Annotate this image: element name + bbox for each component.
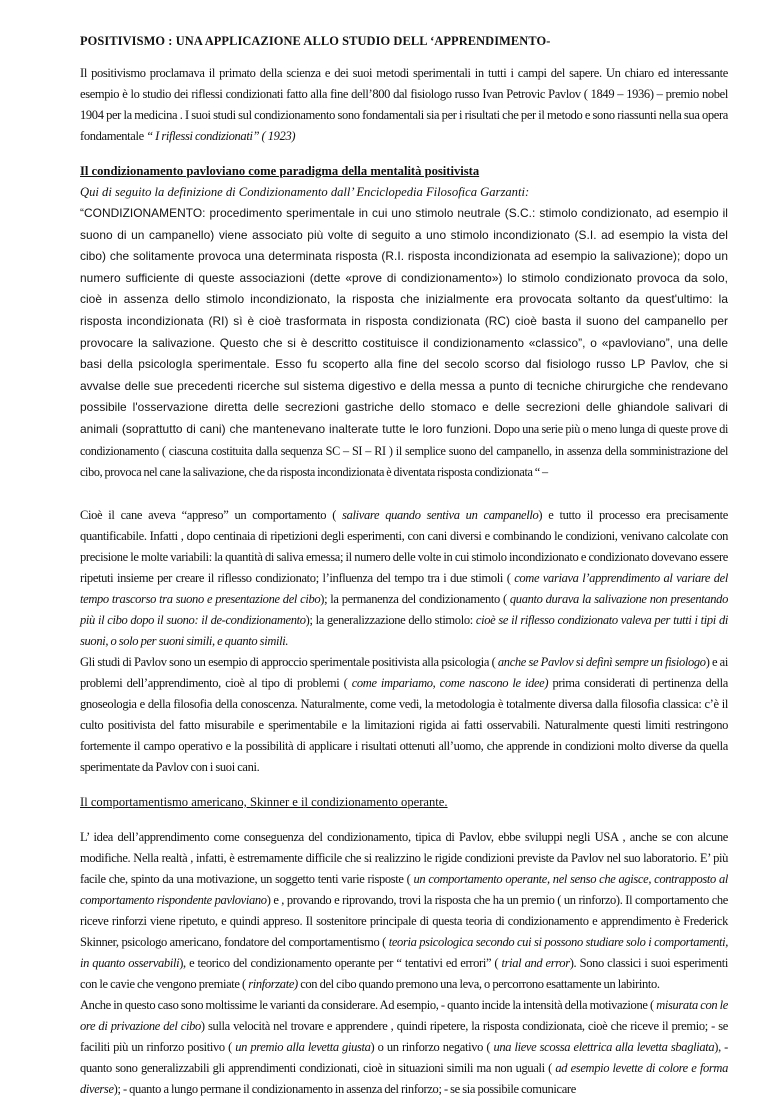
italic-run: rinforzate)	[248, 976, 298, 991]
text-run: Cioè il cane aveva “appreso” un comportamento (	[80, 507, 343, 522]
italic-run: ad esempio levette di colore e forma diverse	[80, 1060, 728, 1096]
text-run: ); la generalizzazione dello stimolo:	[305, 612, 476, 627]
italic-run: misurata con le ore di privazione del cibo	[80, 997, 728, 1033]
text-run: ); la permanenza del condizionamento (	[320, 591, 510, 606]
italic-run: cioè se il riflesso condizionato valeva per tutti i tipi di suoni, o solo per suoni simili, e quanto simili.	[80, 612, 728, 648]
text-run: ) e tutto il processo era precisamente quantificabile. Infatti , dopo centinaia di ripetizioni degli esperimenti, con cani diversi e combinando le condizioni, venivano calcolate con precisione le molte variabili: la quantità di saliva emessa; il numero delle volte in cui stimolo incondizionato e condizionato dovevano essere ripetuti insieme per creare il riflesso condizionato; l’influenza del tempo tra i due stimoli (	[80, 507, 729, 585]
text-run: ) e , provando e riprovando, trovi la risposta che ha un premio ( un rinforzo). Il comportamento che riceve rinforzi viene ripetuto, e quindi appreso. Il sostenitore principale di questa teoria di condizionamento e apprendimento è Frederick Skinner, psicologo americano, fondatore del comportamentismo (	[80, 892, 729, 949]
intro-work-title: “ I riflessi condizionati” ( 1923)	[146, 129, 296, 143]
paragraph-operant-conditioning	[80, 827, 728, 995]
text-run: ) e ai problemi dell’apprendimento, cioè al tipo di problemi (	[80, 654, 728, 690]
text-run: L’ idea dell’apprendimento come conseguenza del condizionamento, tipica di Pavlov, ebbe sviluppi negli USA , anche se con alcune modifiche. Nella realtà , infatti, è estremamente difficile che si realizzino le rigide condizioni previste da Pavlov nel suo laboratorio. E’ più facile che, spinto da una motivazione, un soggetto tenti varie risposte (	[80, 829, 728, 886]
italic-run: un comportamento operante, nel senso che agisce, contrapposto al comportamento rispondente pavloviano	[80, 871, 728, 907]
italic-run: trial and error	[501, 955, 570, 970]
definition-source: Qui di seguito la definizione di Condizionamento dall’ Enciclopedia Filosofica Garzanti:	[80, 185, 530, 199]
text-run: ), e teorico del condizionamento operante per “ tentativi ed errori” (	[179, 955, 502, 970]
italic-run: salivare quando sentiva un campanello	[342, 507, 539, 522]
definition-quote	[80, 203, 728, 484]
definition-quote-text: “CONDIZIONAMENTO: procedimento sperimentale in cui uno stimolo neutrale (S.C.: stimolo condizionato, ad esempio il suono di un campanello) viene associato più volte di seguito a uno stimolo incondizionato (S.I. ad esempio la vista del cibo) che solitamente provoca una determinata risposta (R.I. risposta incondizionata ad esempio la salivazione); dopo un numero sufficiente di queste associazioni (dette «prove di condizionamento») lo stimolo condizionato provoca da solo, cioè in assenza dello stimolo incondizionato, la risposta che inizialmente era provocata soltanto da quest'ultimo: la risposta incondizionata (RI) sì è cioè trasformata in risposta condizionata (RC) cioè basta il suono del campanello per provocare la salivazione. Questo che si è descritto costituisce il condizionamento «classico”, o «pavloviano”, una delle basi della psicologIa sperimentale. Esso fu scoperto alla fine del secolo scorso dal fisiologo russo LP Pavlov, che si avvalse delle sue precedenti ricerche sul sistema digestivo e della messa a punto di tecniche chirurgiche che rendevano possibile l'osservazione diretta delle secrezioni gastriche dello stomaco e delle secrezioni delle ghiandole salivari di animali (soprattutto di cani) che mantenevano inalterate tutte le loro funzioni.	[80, 206, 728, 436]
text-run: ) sulla velocità nel trovare e apprendere , quindi ripetere, la risposta condizionata, cioè che riceve il premio; - se faciliti più un rinforzo positivo (	[80, 1018, 728, 1054]
text-run: Anche in questo caso sono moltissime le varianti da considerare. Ad esempio, - quanto incide la intensità della motivazione (	[80, 997, 657, 1012]
intro-text: Il positivismo proclamava il primato della scienza e dei suoi metodi sperimentali in tutti i campi del sapere. Un chiaro ed interessante esempio è lo studio dei riflessi condizionati fatto alla fine dell’800 dal fisiologo russo Ivan Petrovic Pavlov ( 1849 – 1936) – premio nobel 1904 per la medicina . I suoi studi sul condizionamento sono fondamentali sia per i risultati che per il metodo e sono riassunti nella sua opera fondamentale	[80, 66, 728, 143]
text-run: Gli studi di Pavlov sono un esempio di approccio sperimentale positivista alla psicologia (	[80, 654, 498, 669]
italic-run: come variava l’apprendimento al variare del tempo trascorso tra suono e presentazione del cibo	[80, 570, 728, 606]
text-run: ) o un rinforzo negativo (	[370, 1039, 494, 1054]
spacer	[80, 778, 728, 792]
italic-run: come impariamo, come nascono le idee)	[351, 675, 549, 690]
text-run: ), - quanto sono generalizzabili gli apprendimenti condizionati, cioè in situazioni simili ma non uguali (	[80, 1039, 728, 1075]
text-run: ). Sono classici i suoi esperimenti con le cavie che vengono premiate (	[80, 955, 729, 991]
section-heading-pavlov: Il condizionamento pavloviano come paradigma della mentalità positivista	[80, 164, 480, 178]
paragraph-learning	[80, 505, 728, 652]
paragraph-variants	[80, 995, 728, 1100]
section-heading-skinner: Il comportamentismo americano, Skinner e il condizionamento operante.	[80, 794, 448, 809]
italic-run: un premio alla levetta giusta	[235, 1039, 371, 1054]
spacer	[80, 484, 728, 505]
text-run: prima considerati di pertinenza della gnoseologia e della filosofia della conoscenza. Naturalmente, come vedi, la metodologia è totalmente diversa dalla filosofia classica: c’è il culto positivista del fatto misurabile e sperimentabile e la limitazioni rigida ai fatti osservabili. Naturalmente questi limiti restringono fortemente il campo operativo e la possibilità di applicare i risultati ottenuti all’uomo, che apprende in condizioni molto diverse da quella sperimentate da Pavlov con i suoi cani.	[80, 675, 729, 774]
italic-run: quanto durava la salivazione non presentando più il cibo dopo il suono: il de-condizionamento	[80, 591, 728, 627]
definition-quote-end: Dopo una serie più o meno lunga di queste prove di condizionamento ( ciascuna costituita dalla sequenza SC – SI – RI ) il semplice suono del campanello, in assenza della somministrazione del cibo, provoca nel cane la salivazione, che da risposta incondizionata è diventata risposta condizionata “ –	[80, 421, 728, 480]
spacer	[80, 813, 728, 827]
italic-run: teoria psicologica secondo cui si possono studiare solo i comportamenti, in quanto osservabili	[80, 934, 728, 970]
italic-run: anche se Pavlov si definì sempre un fisiologo	[497, 654, 706, 669]
text-run: con del cibo quando premono una leva, o percorrono esattamente un labirinto.	[297, 976, 660, 991]
document-title: POSITIVISMO : UNA APPLICAZIONE ALLO STUDIO DELL ‘APPRENDIMENTO-	[80, 34, 551, 48]
text-run: ); - quanto a lungo permane il condizionamento in assenza del rinforzo; - se sia possibile comunicare	[113, 1081, 576, 1096]
italic-run: una lieve scossa elettrica alla levetta sbagliata	[493, 1039, 715, 1054]
paragraph-pavlov-studies	[80, 652, 728, 778]
intro-paragraph	[80, 63, 728, 147]
